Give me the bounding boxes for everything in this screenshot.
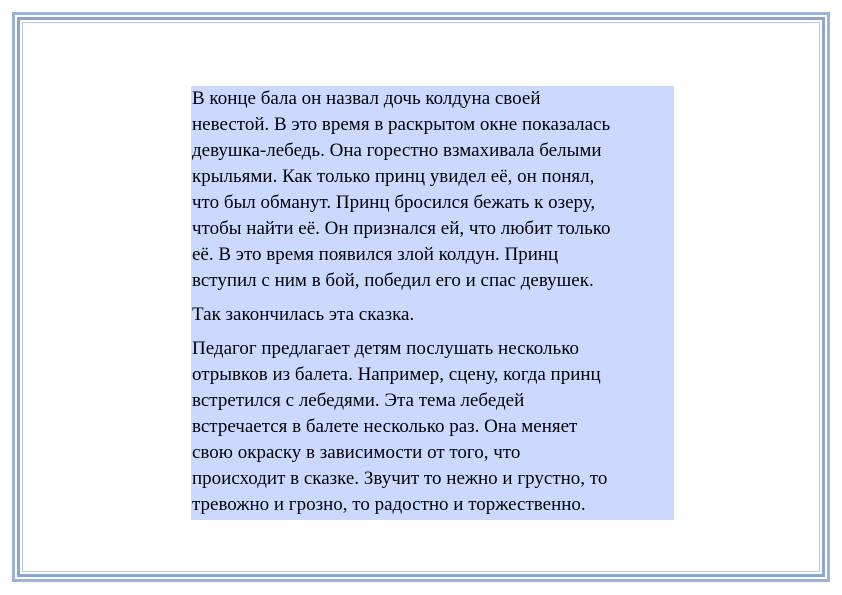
text-line: что был обманут. Принц бросился бежать к озеру, xyxy=(192,192,596,213)
text-line: встретился с лебедями. Эта тема лебедей xyxy=(192,390,525,411)
text-line: свою окраску в зависимости от того, что xyxy=(192,442,521,463)
text-line: встречается в балете несколько раз. Она меняет xyxy=(192,416,578,437)
text-line: крыльями. Как только принц увидел её, он понял, xyxy=(192,166,595,187)
text-line: чтобы найти её. Он признался ей, что любит только xyxy=(192,218,611,239)
text-line: отрывков из балета. Например, сцену, когда принц xyxy=(192,364,601,385)
text-line: Так закончилась эта сказка. xyxy=(192,304,415,325)
text-line: невестой. В это время в раскрытом окне показалась xyxy=(192,114,611,135)
paragraph-conclusion xyxy=(192,302,674,328)
text-line: Педагог предлагает детям послушать несколько xyxy=(192,338,579,359)
paragraph-teacher-activity xyxy=(192,336,674,518)
text-line: тревожно и грозно, то радостно и торжественно. xyxy=(192,494,586,515)
text-line: В конце бала он назвал дочь колдуна своей xyxy=(192,88,541,109)
text-line: её. В это время появился злой колдун. Принц xyxy=(192,244,559,265)
text-line: происходит в сказке. Звучит то нежно и грустно, то xyxy=(192,468,608,489)
text-line: девушка-лебедь. Она горестно взмахивала белыми xyxy=(192,140,602,161)
paragraph-story-ending xyxy=(192,86,674,294)
text-line: вступил с ним в бой, победил его и спас девушек. xyxy=(192,270,594,291)
slide-text-block xyxy=(191,86,674,520)
